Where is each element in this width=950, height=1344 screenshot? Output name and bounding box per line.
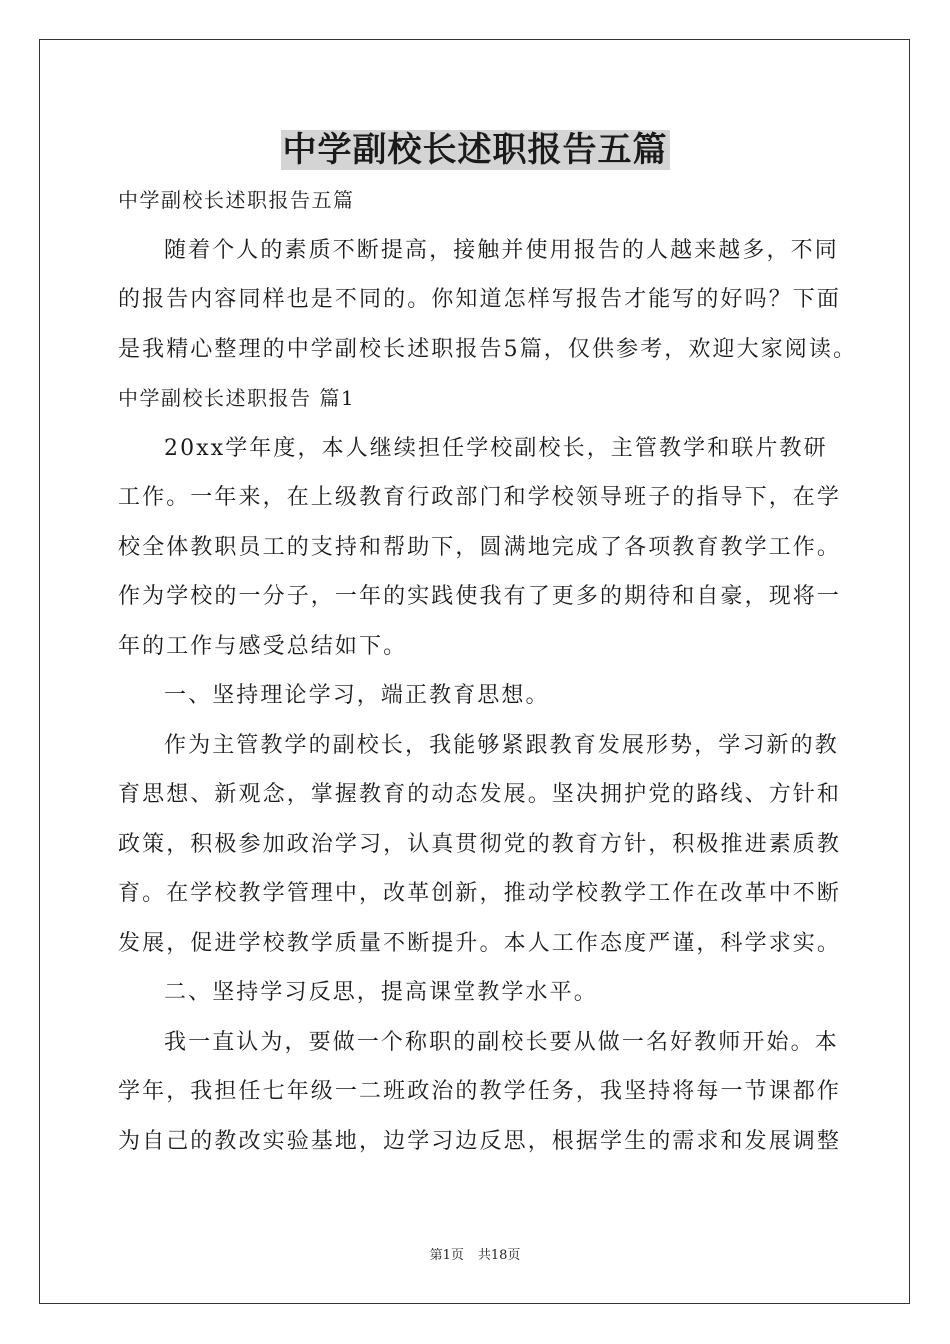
paragraph-line: 工作。一年来，在上级教育行政部门和学校领导班子的指导下，在学 [118, 485, 842, 510]
paragraph-line: 随着个人的素质不断提高，接触并使用报告的人越来越多，不同 [164, 237, 839, 263]
paragraph-line: 是我精心整理的中学副校长述职报告5篇，仅供参考，欢迎大家阅读。 [118, 336, 858, 362]
paragraph-line: 育思想、新观念，掌握教育的动态发展。坚决拥护党的路线、方针和 [118, 782, 842, 807]
document-body [118, 176, 858, 1166]
paragraph-line: 育。在学校教学管理中，改革创新，推动学校教学工作在改革中不断 [118, 881, 842, 906]
paragraph-line: 20xx学年度，本人继续担任学校副校长，主管教学和联片教研 [164, 435, 828, 461]
paragraph-line: 校全体教职员工的支持和帮助下，圆满地完成了各项教育教学工作。 [118, 534, 842, 560]
paragraph-line: 的报告内容同样也是不同的。你知道怎样写报告才能写的好吗？下面 [118, 287, 842, 312]
paragraph-line: 学年，我担任七年级一二班政治的教学任务，我坚持将每一节课都作 [118, 1079, 842, 1104]
paragraph-line: 年的工作与感受总结如下。 [118, 633, 408, 659]
paragraph-line: 政策，积极参加政治学习，认真贯彻党的教育方针，积极推进素质教 [118, 831, 842, 857]
subtitle-line: 中学副校长述职报告五篇 [118, 188, 355, 212]
document-title-text: 中学副校长述职报告五篇 [282, 130, 668, 170]
page-number: 第1页 [429, 1248, 464, 1263]
paragraph-line: 作为主管教学的副校长，我能够紧跟教育发展形势，学习新的教 [164, 732, 839, 758]
document-title [0, 126, 950, 174]
page-total: 共18页 [477, 1248, 521, 1263]
page-footer [0, 1246, 950, 1266]
paragraph-line: 发展，促进学校教学质量不断提升。本人工作态度严谨，科学求实。 [118, 930, 842, 956]
point-heading: 二、坚持学习反思，提高课堂教学水平。 [164, 980, 598, 1005]
paragraph-line: 我一直认为，要做一个称职的副校长要从做一名好教师开始。本 [164, 1029, 839, 1055]
paragraph-line: 为自己的教改实验基地，边学习边反思，根据学生的需求和发展调整 [118, 1128, 842, 1154]
paragraph-line: 作为学校的一分子，一年的实践使我有了更多的期待和自豪，现将一 [118, 584, 842, 609]
point-heading: 一、坚持理论学习，端正教育思想。 [164, 683, 550, 708]
section-heading: 中学副校长述职报告 篇1 [118, 386, 356, 410]
